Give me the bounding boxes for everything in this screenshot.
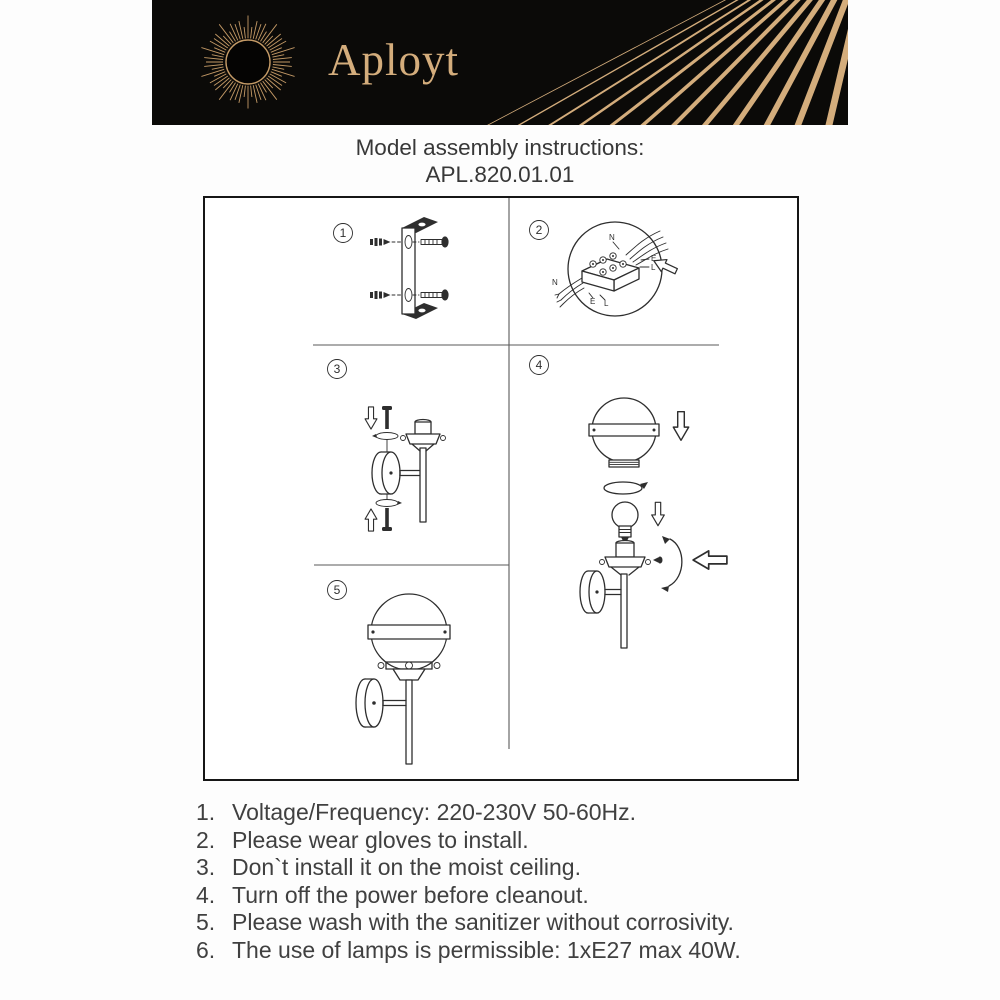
instructions-list bbox=[196, 799, 836, 965]
item-number: 1. bbox=[196, 799, 216, 825]
model-code: APL.820.01.01 bbox=[425, 162, 575, 187]
rotate-icon bbox=[604, 482, 648, 494]
svg-text:4: 4 bbox=[535, 358, 543, 372]
wall-plate bbox=[372, 452, 400, 494]
step-badges bbox=[328, 221, 549, 600]
svg-text:L: L bbox=[651, 263, 656, 272]
down-arrow-icon bbox=[652, 502, 665, 525]
svg-text:5: 5 bbox=[333, 583, 341, 597]
wall-anchor-icon bbox=[370, 238, 402, 299]
up-arrow-icon bbox=[365, 509, 377, 531]
step-3-badge bbox=[328, 360, 347, 379]
step-3-diagram bbox=[365, 406, 445, 531]
step-1-diagram bbox=[370, 217, 449, 319]
rotate-cw-icon bbox=[661, 536, 682, 592]
title-block bbox=[0, 134, 1000, 188]
item-number: 5. bbox=[196, 909, 216, 936]
item-number: 3. bbox=[196, 854, 216, 881]
left-arrow-icon bbox=[693, 551, 727, 569]
step-2-badge bbox=[530, 221, 549, 240]
small-screw-icon bbox=[653, 557, 663, 564]
item-text: Don`t install it on the moist ceiling. bbox=[232, 854, 581, 881]
page-title: Model assembly instructions: bbox=[355, 135, 645, 160]
svg-text:E: E bbox=[590, 297, 596, 306]
list-item bbox=[196, 799, 836, 827]
item-number: 2. bbox=[196, 826, 216, 853]
svg-text:L: L bbox=[604, 299, 609, 308]
assembly-diagram-box bbox=[203, 196, 799, 781]
list-item bbox=[196, 854, 836, 882]
light-bulb-icon bbox=[612, 502, 638, 541]
brand-banner bbox=[152, 0, 848, 125]
step-5-badge bbox=[328, 581, 347, 600]
item-number: 6. bbox=[196, 936, 216, 963]
step-5-diagram bbox=[356, 594, 450, 764]
svg-text:1: 1 bbox=[339, 226, 347, 240]
item-text: Please wash with the sanitizer without corrosivity. bbox=[232, 909, 734, 936]
item-number: 4. bbox=[196, 881, 216, 908]
svg-text:N: N bbox=[552, 278, 558, 287]
mounting-screw-icon bbox=[413, 236, 449, 300]
spin-washer-icon bbox=[376, 500, 402, 507]
step-1-badge bbox=[334, 224, 353, 243]
sunburst-center bbox=[226, 40, 270, 84]
svg-text:2: 2 bbox=[535, 223, 543, 237]
step-4-diagram bbox=[580, 398, 727, 648]
item-text: Please wear gloves to install. bbox=[232, 826, 529, 853]
list-item bbox=[196, 909, 836, 937]
svg-text:E: E bbox=[651, 254, 657, 263]
list-item bbox=[196, 827, 836, 855]
brand-wordmark: Aployt bbox=[328, 34, 460, 85]
item-text: Turn off the power before cleanout. bbox=[232, 881, 589, 908]
step-2-diagram bbox=[552, 222, 679, 316]
list-item bbox=[196, 882, 836, 910]
assembly-diagrams bbox=[205, 198, 797, 779]
down-arrow-icon bbox=[673, 412, 688, 441]
spin-washer-icon bbox=[372, 433, 398, 440]
down-arrow-icon bbox=[365, 407, 377, 429]
step-4-badge bbox=[530, 356, 549, 375]
item-text: The use of lamps is permissible: 1xE27 max 40W. bbox=[232, 936, 741, 963]
item-text: Voltage/Frequency: 220-230V 50-60Hz. bbox=[232, 799, 637, 825]
svg-text:N: N bbox=[609, 233, 615, 242]
list-item bbox=[196, 937, 836, 965]
banner-art bbox=[152, 0, 848, 125]
svg-text:3: 3 bbox=[333, 362, 341, 376]
wall-plate bbox=[580, 571, 605, 613]
wall-plate bbox=[356, 679, 383, 727]
